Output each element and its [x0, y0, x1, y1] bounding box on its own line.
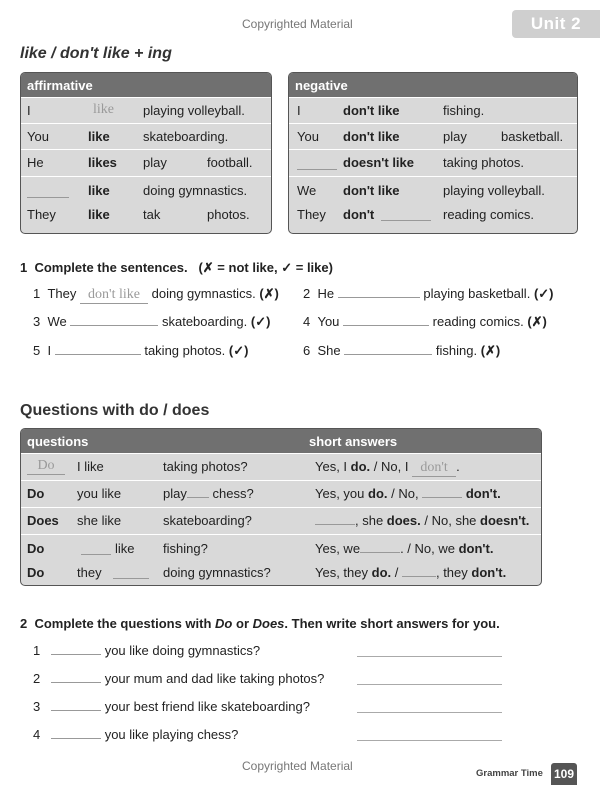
exercise-2-title: 2 Complete the questions with Do or Does. Then write short answers for you.	[20, 616, 500, 631]
activity: photos.	[207, 207, 250, 222]
short-answer: Yes, we . / No, we don't.	[315, 541, 494, 556]
short-answer-line[interactable]	[357, 740, 502, 741]
section-title-questions: Questions with do / does	[20, 402, 210, 419]
verb: like	[88, 129, 110, 144]
short-answer-line[interactable]	[357, 656, 502, 657]
subject: they	[77, 565, 102, 580]
copyright-notice-top: Copyrighted Material	[242, 17, 353, 31]
exercise-1-item: 4 You reading comics. (✗)	[303, 314, 547, 329]
questions-heading: questions	[27, 433, 89, 449]
short-answer: Yes, I do. / No, I don't .	[315, 459, 460, 475]
table-row	[21, 507, 541, 534]
verb: doing gymnastics?	[163, 565, 271, 580]
model-answer: don't like	[80, 287, 148, 304]
unit-tab: Unit 2	[512, 10, 600, 38]
table-row	[21, 534, 541, 586]
exercise-1-title: 1 Complete the sentences. (✗ = not like, ✓ = like)	[20, 260, 333, 275]
exercise-1-item: 6 She fishing. (✗)	[303, 343, 501, 358]
copyright-notice-bottom: Copyrighted Material	[242, 759, 353, 773]
short-answer-line[interactable]	[357, 684, 502, 685]
auxiliary: Do	[27, 565, 45, 580]
verb: like	[88, 183, 110, 198]
activity: reading comics.	[443, 207, 535, 222]
exercise-1-item: 5 I taking photos. (✓)	[33, 343, 249, 358]
answer-blank[interactable]	[51, 653, 101, 655]
answer-blank[interactable]	[343, 324, 429, 326]
answer-blank[interactable]	[55, 353, 141, 355]
subject: like	[115, 541, 135, 556]
activity: basketball.	[501, 129, 564, 144]
verb: likes	[88, 155, 117, 170]
table-row	[289, 97, 577, 123]
auxiliary: Do	[27, 541, 45, 556]
verb: don't like	[343, 129, 400, 144]
activity: fishing.	[443, 103, 485, 118]
verb: don't like	[343, 103, 400, 118]
answer-blank[interactable]	[51, 709, 101, 711]
answer-blank[interactable]	[70, 324, 158, 326]
table-row	[289, 149, 577, 176]
exercise-2-item: 4 you like playing chess?	[33, 727, 239, 742]
affirmative-table	[20, 72, 272, 234]
verb: skateboarding?	[163, 513, 252, 528]
activity: play	[143, 155, 167, 170]
blank	[297, 155, 337, 170]
short-answer: Yes, you do. / No, don't.	[315, 486, 501, 501]
subject: I like	[77, 459, 104, 474]
model-answer: like	[93, 102, 114, 117]
questions-header	[21, 429, 541, 453]
subject: He	[27, 155, 44, 170]
verb: taking photos?	[163, 459, 248, 474]
table-row	[21, 149, 271, 176]
subject: I	[297, 103, 301, 118]
model-answer: don't	[412, 460, 456, 477]
verb: like	[88, 207, 110, 222]
activity: football.	[207, 155, 253, 170]
short-answers-heading: short answers	[309, 433, 398, 449]
negative-heading: negative	[289, 73, 577, 97]
blank	[381, 220, 431, 221]
subject: You	[297, 129, 319, 144]
blank	[27, 183, 69, 198]
activity: play	[443, 129, 467, 144]
table-row	[289, 176, 577, 234]
activity: skateboarding.	[143, 129, 229, 144]
auxiliary: Does	[27, 513, 59, 528]
table-row	[289, 123, 577, 149]
affirmative-heading: affirmative	[21, 73, 271, 97]
model-answer: Do	[27, 458, 65, 475]
subject: They	[27, 207, 56, 222]
activity: doing gymnastics.	[143, 183, 248, 198]
subject: you like	[77, 486, 122, 501]
answer-blank[interactable]	[344, 353, 432, 355]
auxiliary: Do	[27, 486, 45, 501]
blank	[81, 554, 111, 555]
verb: don't	[343, 207, 375, 222]
activity: taking photos.	[443, 155, 524, 170]
activity: playing volleyball.	[443, 183, 545, 198]
questions-table	[20, 428, 542, 586]
subject: You	[27, 129, 49, 144]
subject: They	[297, 207, 326, 222]
book-title: Grammar Time	[476, 768, 543, 779]
exercise-2-item: 2 your mum and dad like taking photos?	[33, 671, 325, 686]
table-row	[21, 176, 271, 234]
subject: I	[27, 103, 31, 118]
verb: doesn't like	[343, 155, 414, 170]
activity: playing volleyball.	[143, 103, 245, 118]
verb: fishing?	[163, 541, 208, 556]
answer-blank[interactable]	[51, 681, 101, 683]
blank	[113, 578, 149, 579]
exercise-1-item: 2 He playing basketball. (✓)	[303, 286, 554, 301]
short-answer: Yes, they do. / , they don't.	[315, 565, 507, 580]
subject: she like	[77, 513, 122, 528]
table-row	[21, 453, 541, 480]
answer-blank[interactable]	[338, 296, 420, 298]
section-title-like: like / don't like + ing	[20, 45, 172, 62]
table-row	[21, 480, 541, 507]
exercise-1-item: 3 We skateboarding. (✓)	[33, 314, 271, 329]
exercise-2-item: 1 you like doing gymnastics?	[33, 643, 261, 658]
activity: tak	[143, 207, 161, 222]
page-number: 109	[551, 763, 577, 785]
verb: don't like	[343, 183, 400, 198]
verb: play chess?	[163, 486, 254, 501]
short-answer-line[interactable]	[357, 712, 502, 713]
negative-table	[288, 72, 578, 234]
subject: We	[297, 183, 317, 198]
exercise-1-item: 1 They don't like doing gymnastics. (✗)	[33, 286, 279, 302]
table-row	[21, 123, 271, 149]
table-row	[21, 97, 271, 123]
exercise-2-item: 3 your best friend like skateboarding?	[33, 699, 310, 714]
answer-blank[interactable]	[51, 737, 101, 739]
short-answer: , she does. / No, she doesn't.	[315, 513, 529, 528]
